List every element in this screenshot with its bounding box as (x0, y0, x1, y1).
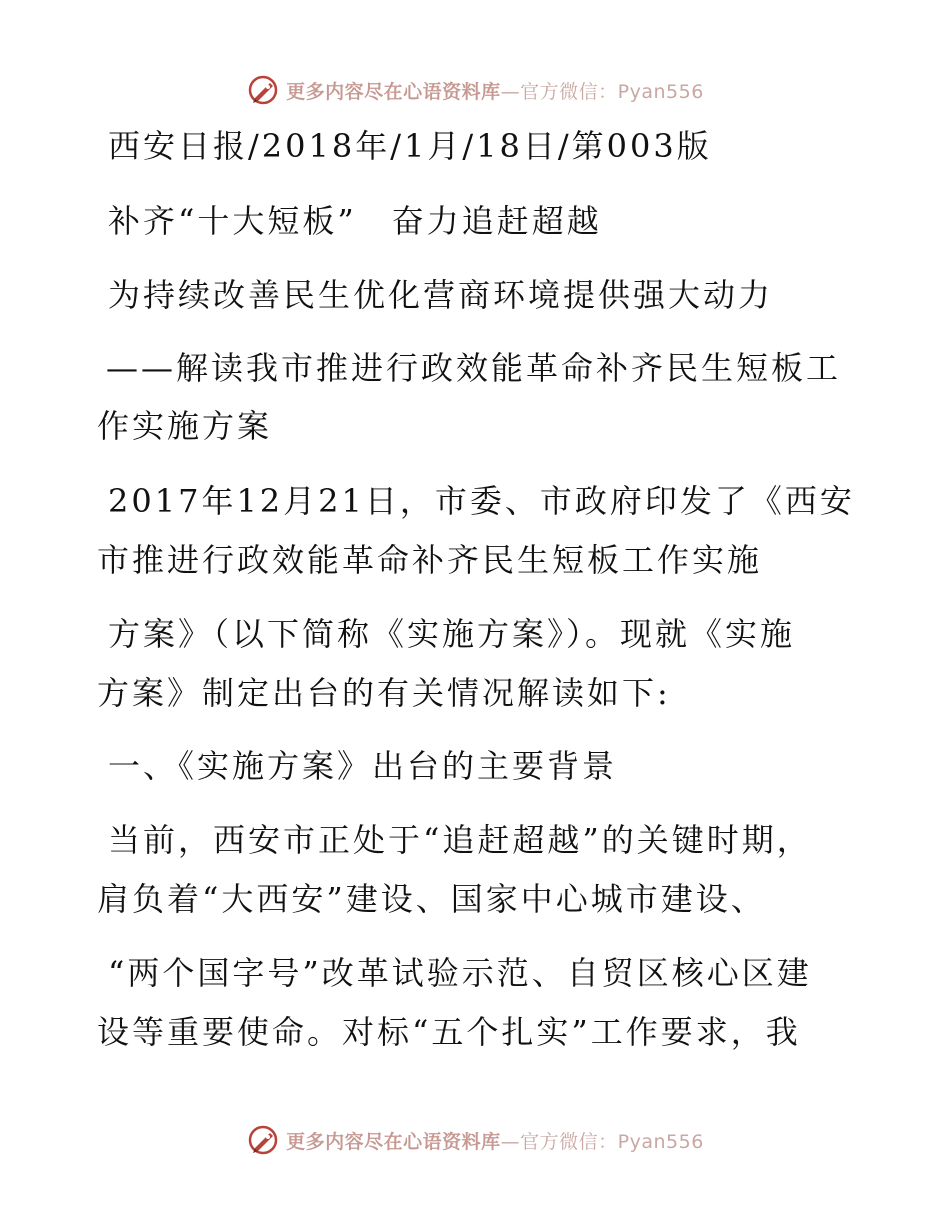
watermark-text (286, 77, 704, 104)
para1-line-3: 方案》（以下简称《实施方案》）。现就《实施 (108, 615, 796, 653)
footer-watermark (0, 1120, 950, 1160)
watermark-wechat: —官方微信：Pyan556 (500, 80, 704, 103)
pen-emblem-icon (246, 73, 280, 107)
para2-line-1: 当前，西安市正处于“追赶超越”的关键时期， (108, 821, 812, 859)
subtitle-line-1: ——解读我市推进行政效能革命补齐民生短板工 (106, 349, 842, 387)
watermark-brand: 更多内容尽在心语资料库 (286, 1130, 501, 1153)
headline-1: 补齐“十大短板” 奋力追赶超越 (108, 202, 602, 240)
pen-emblem-icon (246, 1123, 280, 1157)
para1-line-4: 方案》制定出台的有关情况解读如下: (97, 674, 671, 712)
header-watermark (0, 70, 950, 110)
headline-2: 为持续改善民生优化营商环境提供强大动力 (108, 276, 774, 314)
para1-line-1: 2017年12月21日，市委、市政府印发了《西安 (108, 482, 855, 520)
watermark-text (286, 1127, 704, 1154)
para2-line-4: 设等重要使命。对标“五个扎实”工作要求，我 (97, 1013, 801, 1051)
subtitle-line-2: 作实施方案 (97, 407, 273, 445)
para2-line-2: 肩负着“大西安”建设、国家中心城市建设、 (97, 880, 766, 918)
watermark-wechat: —官方微信：Pyan556 (500, 1130, 704, 1153)
section-1-heading: 一、《实施方案》出台的主要背景 (108, 747, 618, 785)
watermark-brand: 更多内容尽在心语资料库 (286, 80, 501, 103)
para1-line-2: 市推进行政效能革命补齐民生短板工作实施 (97, 541, 763, 579)
para2-line-3: “两个国字号”改革试验示范、自贸区核心区建 (108, 954, 812, 992)
source-line: 西安日报/2018年/1月/18日/第003版 (108, 127, 712, 165)
